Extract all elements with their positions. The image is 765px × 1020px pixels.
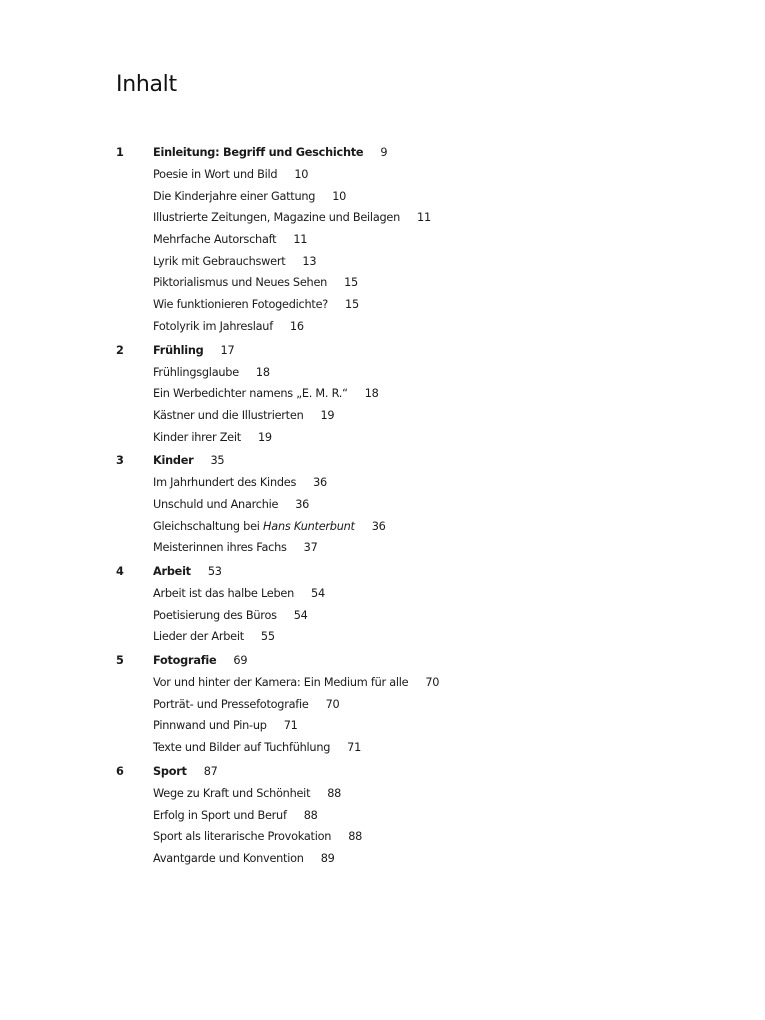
toc-chapter: [116, 654, 716, 763]
chapter-page-number: 9: [380, 146, 388, 159]
entry-title-text: Kästner und die Illustrierten: [153, 408, 304, 422]
toc-entry[interactable]: [116, 211, 716, 233]
chapter-title: Fotografie: [153, 654, 217, 668]
toc-entry[interactable]: [116, 719, 716, 741]
entry-page-number: 89: [320, 851, 335, 865]
toc-entry[interactable]: [116, 498, 716, 520]
entry-title: [153, 168, 277, 181]
entry-page-number: 19: [257, 430, 272, 444]
entry-page-number: 88: [327, 786, 342, 800]
entry-title: [153, 719, 267, 732]
entry-page-number: 71: [283, 719, 298, 733]
entry-page-number: 19: [320, 408, 335, 422]
chapter-title: Sport: [153, 764, 187, 778]
entry-title: [153, 190, 315, 203]
entry-title: [153, 852, 304, 865]
chapter-title: Kinder: [153, 454, 194, 468]
toc-entry[interactable]: [116, 255, 716, 277]
toc-entry[interactable]: [116, 852, 716, 874]
entry-title-text: Erfolg in Sport und Beruf: [153, 808, 287, 822]
entry-page-number: 10: [332, 189, 347, 203]
toc-chapter-heading[interactable]: [116, 344, 716, 366]
entry-title-text: Porträt- und Pressefotografie: [153, 697, 309, 711]
chapter-page-number: 87: [203, 764, 218, 778]
entry-title: [153, 587, 294, 600]
entry-title-text: Poetisierung des Büros: [153, 608, 277, 622]
entry-page-number: 18: [255, 365, 270, 379]
toc-entry[interactable]: [116, 676, 716, 698]
entry-title-text: Unschuld und Anarchie: [153, 497, 279, 511]
toc-entry[interactable]: [116, 409, 716, 431]
entry-title: [153, 366, 239, 379]
entry-page-number: 18: [364, 387, 379, 401]
entry-title: [153, 476, 296, 489]
entry-title-text: Texte und Bilder auf Tuchfühlung: [153, 741, 331, 755]
chapter-number: 1: [116, 146, 124, 159]
entry-title: [153, 233, 276, 246]
chapter-number: 4: [116, 565, 124, 578]
entry-title-text: Lieder der Arbeit: [153, 630, 244, 644]
entry-title-text: Illustrierte Zeitungen, Magazine und Beilagen: [153, 211, 401, 225]
chapter-number: 2: [116, 343, 124, 357]
entry-title-text: Kinder ihrer Zeit: [153, 430, 241, 444]
entry-page-number: 70: [425, 676, 440, 690]
entry-title-text: Pinnwand und Pin-up: [153, 719, 267, 733]
entry-title: [153, 320, 273, 333]
entry-title: [153, 630, 244, 643]
toc-entry[interactable]: [116, 830, 716, 852]
toc-entry[interactable]: [116, 476, 716, 498]
toc-entry[interactable]: [116, 630, 716, 652]
entry-page-number: 71: [347, 741, 362, 755]
toc-entry[interactable]: [116, 609, 716, 631]
entry-page-number: 13: [302, 254, 317, 268]
entry-title: [153, 698, 309, 711]
entry-page-number: 36: [295, 497, 310, 511]
entry-title-text: Frühlingsglaube: [153, 365, 239, 379]
entry-title-text: Poesie in Wort und Bild: [153, 168, 278, 181]
toc-entry[interactable]: [116, 741, 716, 763]
entry-title: [153, 520, 355, 533]
entry-title: [153, 387, 348, 400]
entry-page-number: 15: [345, 298, 359, 312]
table-of-contents: [116, 146, 716, 876]
entry-title: [153, 276, 327, 289]
page-title: Inhalt: [116, 72, 177, 97]
entry-title-text: Mehrfache Autorschaft: [153, 233, 277, 247]
entry-title-text: Im Jahrhundert des Kindes: [153, 476, 297, 490]
chapter-title: Einleitung: Begriff und Geschichte: [153, 146, 364, 159]
toc-entry[interactable]: [116, 366, 716, 388]
entry-title-text: Wege zu Kraft und Schönheit: [153, 786, 311, 800]
entry-title-text: Arbeit ist das halbe Leben: [153, 587, 295, 600]
entry-page-number: 70: [325, 697, 340, 711]
chapter-number: 3: [116, 454, 124, 468]
entry-page-number: 11: [417, 211, 431, 225]
entry-page-number: 88: [348, 830, 363, 844]
entry-page-number: 54: [293, 608, 308, 622]
entry-title: [153, 255, 285, 268]
entry-title-text: Avantgarde und Konvention: [153, 851, 304, 865]
entry-title: [153, 541, 287, 554]
chapter-page-number: 53: [207, 565, 222, 578]
entry-title: [153, 409, 303, 422]
toc-entry[interactable]: [116, 276, 716, 298]
chapter-title: Arbeit: [153, 565, 191, 578]
entry-title-text: Sport als literarische Provokation: [153, 830, 332, 844]
entry-title-italic: Hans Kunterbunt: [263, 519, 355, 533]
entry-title-text: Lyrik mit Gebrauchswert: [153, 254, 286, 268]
toc-chapter: [116, 765, 716, 874]
entry-page-number: 37: [303, 541, 318, 555]
entry-title: [153, 498, 278, 511]
entry-title: [153, 787, 310, 800]
entry-title-text: Vor und hinter der Kamera: Ein Medium für alle: [153, 676, 409, 690]
toc-entry[interactable]: [116, 541, 716, 563]
toc-entry[interactable]: [116, 233, 716, 255]
toc-chapter-heading[interactable]: [116, 565, 716, 587]
toc-entry[interactable]: [116, 168, 716, 190]
entry-title: [153, 830, 331, 843]
toc-chapter: [116, 454, 716, 563]
entry-page-number: 11: [293, 233, 308, 247]
toc-entry[interactable]: [116, 520, 716, 542]
chapter-page-number: 17: [220, 343, 235, 357]
entry-title-text: Gleichschaltung bei: [153, 519, 264, 533]
toc-entry[interactable]: [116, 587, 716, 609]
entry-title-text: Piktorialismus und Neues Sehen: [153, 276, 328, 290]
toc-chapter-heading[interactable]: [116, 146, 716, 168]
toc-chapter: [116, 146, 716, 342]
toc-entry[interactable]: [116, 320, 716, 342]
entry-page-number: 16: [289, 319, 304, 333]
toc-entry[interactable]: [116, 698, 716, 720]
toc-entry[interactable]: [116, 387, 716, 409]
entry-page-number: 36: [371, 519, 386, 533]
toc-chapter-heading[interactable]: [116, 765, 716, 787]
entry-page-number: 54: [311, 587, 325, 600]
entry-title: [153, 431, 241, 444]
entry-title-text: Meisterinnen ihres Fachs: [153, 541, 287, 555]
toc-chapter-heading[interactable]: [116, 454, 716, 476]
entry-title: [153, 211, 400, 224]
toc-entry[interactable]: [116, 809, 716, 831]
chapter-page-number: 35: [210, 454, 225, 468]
toc-entry[interactable]: [116, 431, 716, 453]
toc-entry[interactable]: [116, 190, 716, 212]
chapter-number: 6: [116, 764, 124, 778]
chapter-page-number: 69: [233, 654, 248, 668]
toc-entry[interactable]: [116, 298, 716, 320]
entry-page-number: 55: [260, 630, 275, 644]
toc-chapter-heading[interactable]: [116, 654, 716, 676]
entry-title: [153, 676, 408, 689]
entry-title: [153, 609, 277, 622]
entry-title: [153, 298, 328, 311]
toc-chapter: [116, 565, 716, 652]
entry-title-text: Die Kinderjahre einer Gattung: [153, 189, 316, 203]
entry-title-text: Wie funktionieren Fotogedichte?: [153, 298, 329, 312]
entry-title: [153, 809, 287, 822]
entry-page-number: 88: [303, 808, 318, 822]
entry-page-number: 15: [344, 276, 358, 290]
entry-title: [153, 741, 330, 754]
entry-title-text: Fotolyrik im Jahreslauf: [153, 319, 273, 333]
entry-page-number: 36: [313, 476, 327, 490]
chapter-number: 5: [116, 654, 124, 668]
toc-entry[interactable]: [116, 787, 716, 809]
entry-title-text: Ein Werbedichter namens „E. M. R.“: [153, 387, 348, 401]
toc-chapter: [116, 344, 716, 453]
chapter-title: Frühling: [153, 343, 204, 357]
entry-page-number: 10: [294, 168, 309, 181]
